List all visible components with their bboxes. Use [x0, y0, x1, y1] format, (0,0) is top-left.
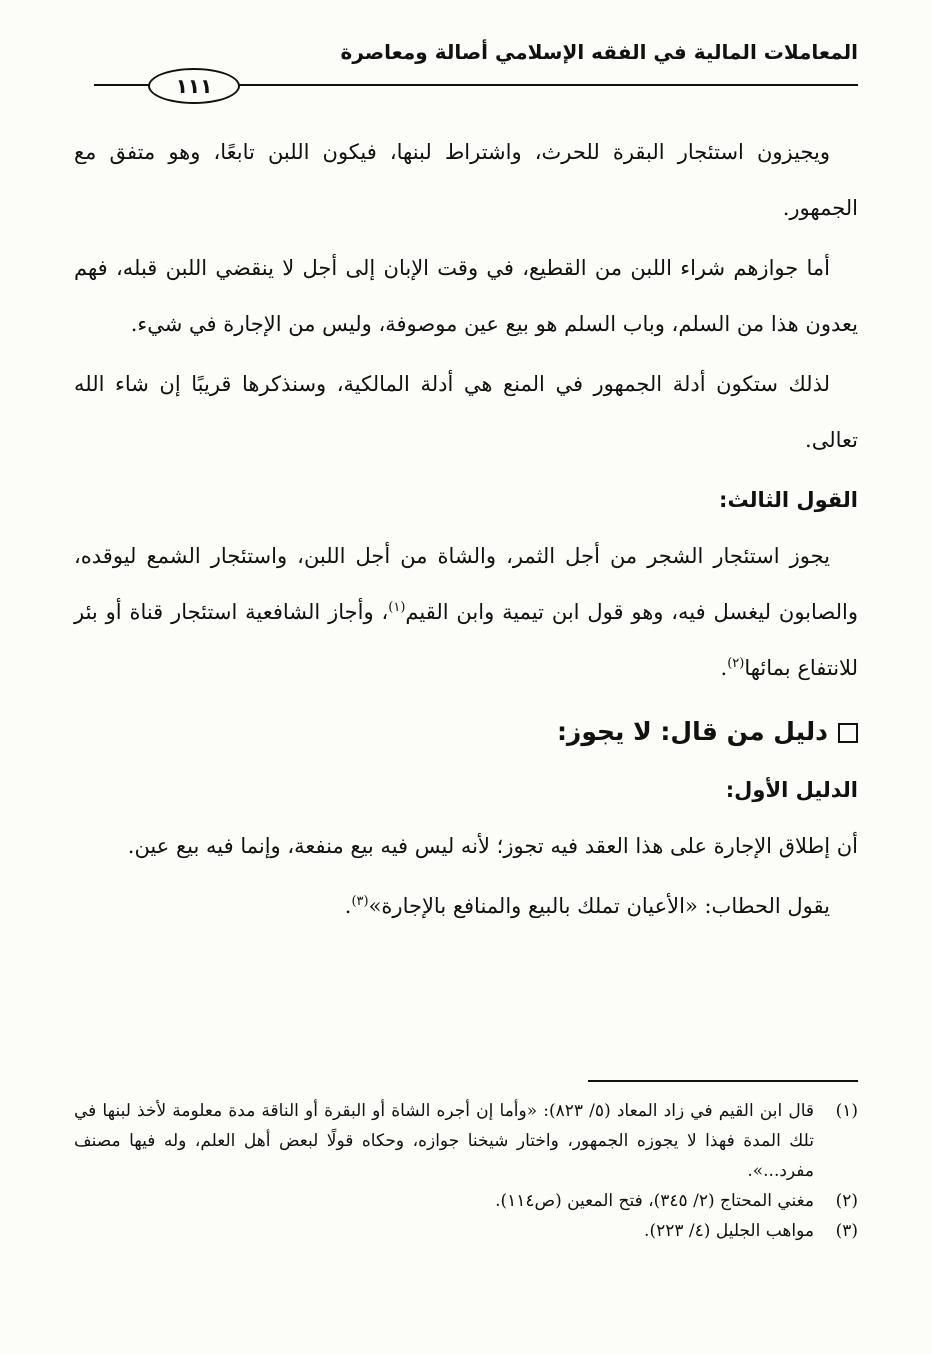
main-text: [74, 124, 858, 938]
footnote-number: (٢): [835, 1191, 858, 1211]
footnote-number: (٣): [835, 1221, 858, 1241]
square-bullet-icon: [838, 723, 858, 743]
footnote-text: مغني المحتاج (٢/ ٣٤٥)، فتح المعين (ص١١٤).: [495, 1191, 814, 1211]
paragraph-3: لذلك ستكون أدلة الجمهور في المنع هي أدلة المالكية، وسنذكرها قريبًا إن شاء الله تعالى.: [74, 372, 858, 452]
footnote-text: قال ابن القيم في زاد المعاد (٥/ ٨٢٣): «وأما إن أجره الشاة أو البقرة أو الناقة مدة معلومة لأخذ لبنها في تلك المدة فهذا لا يجوزه الجمهور، واختار شيخنا جوازه، وحكاه قولًا لبعض أهل العلم، وله فيها مصنف مفرد...».: [74, 1101, 814, 1181]
footnote-number: (١): [835, 1101, 858, 1121]
paragraph-6-part-b: .: [344, 894, 352, 918]
footnote-rule: [588, 1080, 858, 1082]
paragraph-4-part-a: يجوز استئجار الشجر من أجل الثمر، والشاة من أجل اللبن، واستئجار الشمع ليوقده، والصابون ليغسل فيه، وهو قول ابن تيمية وابن القيم: [74, 544, 858, 624]
paragraph-4: [74, 528, 858, 696]
paragraph-4-part-b: ، وأجاز الشافعية استئجار قناة أو بئر للانتفاع بمائها: [74, 600, 858, 680]
footnote-ref-1[interactable]: (١): [388, 600, 406, 615]
paragraph-6: [74, 878, 858, 934]
footnote-2: [74, 1186, 858, 1216]
page-number-badge: ١١١: [148, 68, 240, 104]
heading-third-opinion: القول الثالث:: [719, 488, 858, 512]
heading-evidence: [74, 702, 858, 762]
footnote-3: [74, 1216, 858, 1246]
footnote-ref-3[interactable]: (٣): [351, 894, 369, 909]
paragraph-1: ويجيزون استئجار البقرة للحرث، واشتراط لبنها، فيكون اللبن تابعًا، وهو متفق مع الجمهور.: [74, 140, 858, 220]
footnote-text: مواهب الجليل (٤/ ٢٢٣).: [644, 1221, 814, 1241]
paragraph-5: أن إطلاق الإجارة على هذا العقد فيه تجوز؛ لأنه ليس فيه بيع منفعة، وإنما فيه بيع عين.: [127, 834, 858, 858]
heading-evidence-text: دليل من قال: لا يجوز:: [556, 717, 828, 746]
paragraph-6-part-a: يقول الحطاب: «الأعيان تملك بالبيع والمنافع بالإجارة»: [368, 894, 830, 918]
footnotes: [74, 1096, 858, 1246]
paragraph-2: أما جوازهم شراء اللبن من القطيع، في وقت الإبان إلى أجل لا ينقضي اللبن قبله، فهم يعدون هذا من السلم، وباب السلم هو بيع عين موصوفة، وليس من الإجارة في شيء.: [74, 256, 858, 336]
footnote-1: [74, 1096, 858, 1186]
heading-first-proof: الدليل الأول:: [725, 778, 858, 802]
running-title: المعاملات المالية في الفقه الإسلامي أصالة ومعاصرة: [340, 40, 858, 64]
paragraph-4-part-c: .: [720, 656, 728, 680]
footnote-ref-2[interactable]: (٢): [727, 656, 745, 671]
